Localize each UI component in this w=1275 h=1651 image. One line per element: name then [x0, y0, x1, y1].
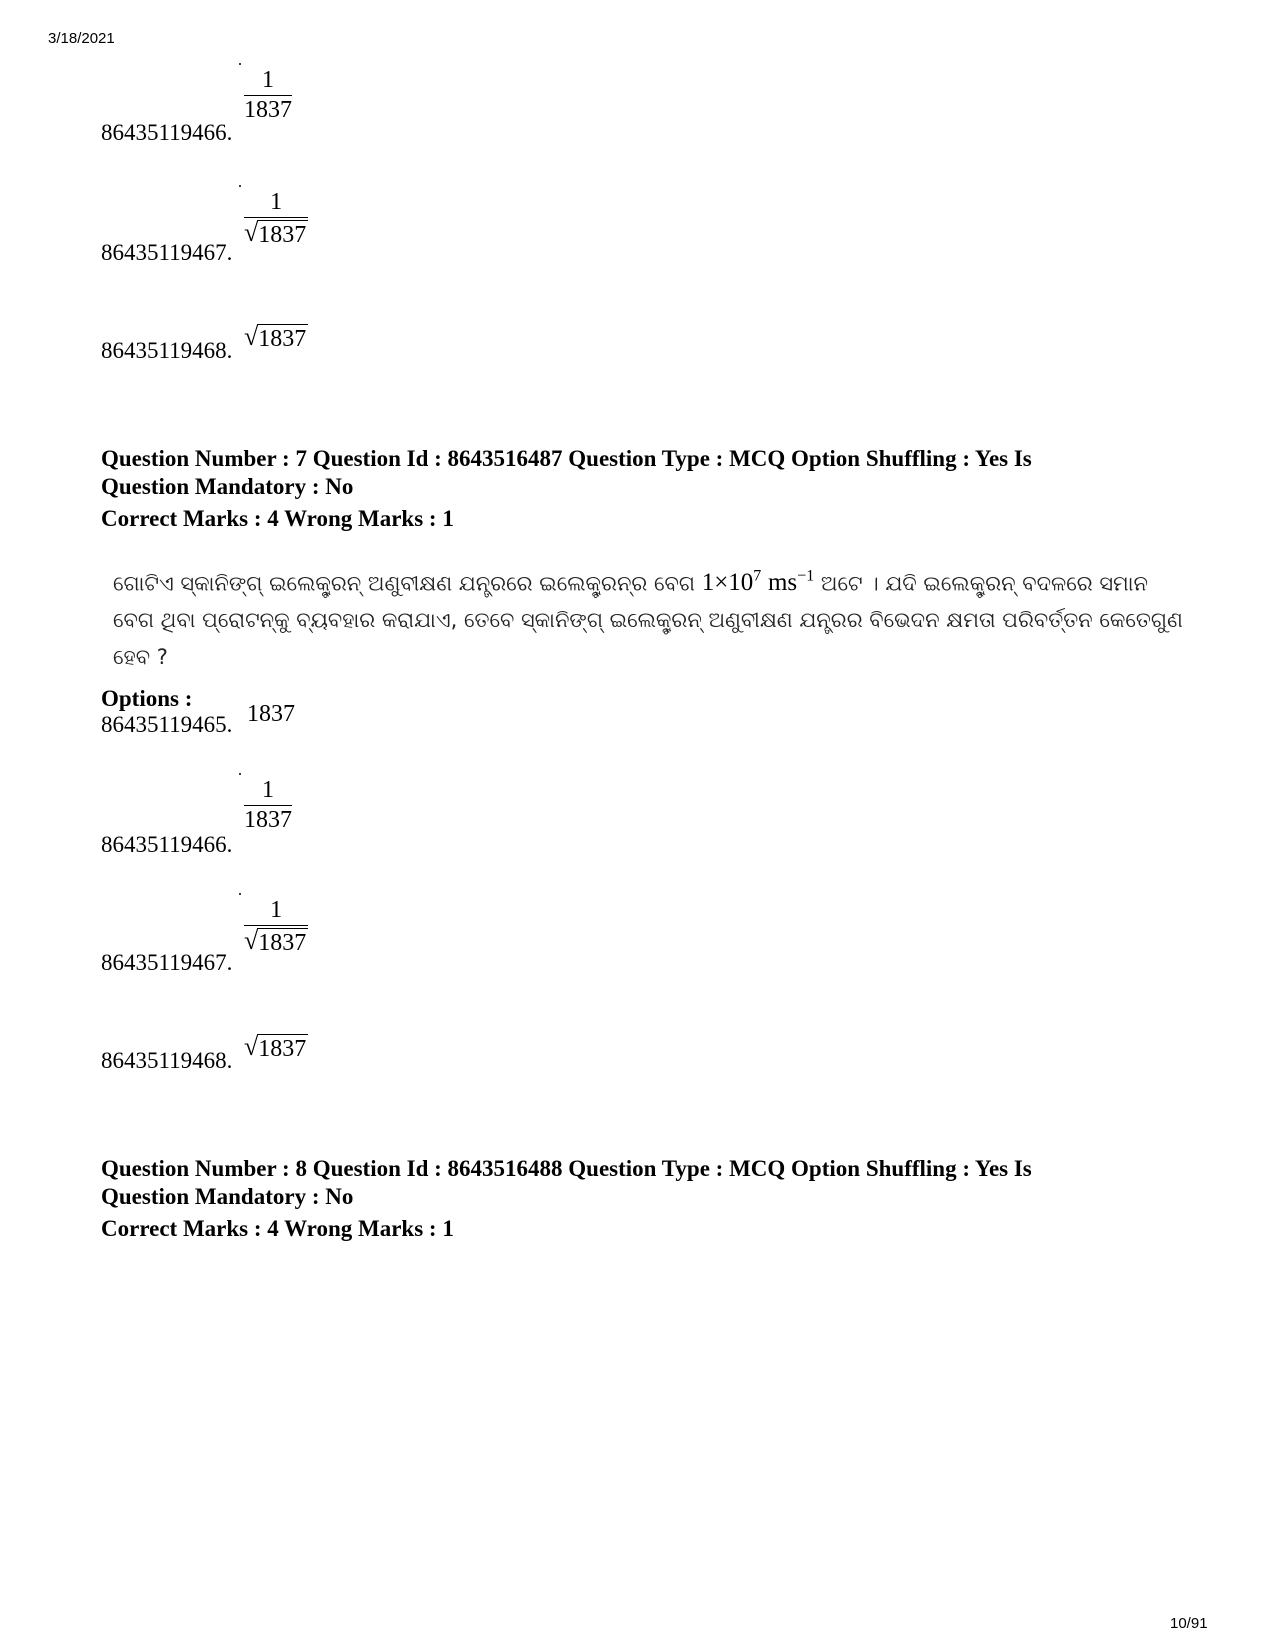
print-date: 3/18/2021	[48, 30, 115, 47]
question-7-header-line2: Question Mandatory : No	[101, 474, 354, 499]
prev-option-id: 86435119467.	[101, 240, 233, 265]
sqrt-option	[244, 1034, 308, 1061]
options-label: Options :	[101, 686, 193, 711]
question-8-marks: Correct Marks : 4 Wrong Marks : 1	[101, 1216, 454, 1241]
fraction-denominator: 1837	[244, 807, 292, 833]
fraction-denominator: 1837	[244, 97, 292, 123]
radicand: 1837	[258, 930, 307, 956]
fraction-option	[244, 778, 292, 832]
radical-sign: √	[244, 322, 259, 351]
option-value: 1837	[247, 701, 295, 727]
question-8-header-line2: Question Mandatory : No	[101, 1184, 354, 1209]
question-8-header	[101, 1155, 1171, 1211]
speed-unit: $ms^{-1}$	[767, 568, 815, 597]
option-id: 86435119466.	[101, 832, 233, 857]
page-number: 10/91	[1170, 1615, 1208, 1632]
question-text-part2: ଅଟେ । ଯଦି ଇଲେକ୍ଟ୍ରନ୍ ବଦଳରେ ସମାନ ବେଗ ଥିବା ପ୍ରୋଟନ୍‌କୁ ବ୍ୟବହାର କରାଯାଏ, ତେବେ ସ୍କାନିଙ୍ଗ୍ ଇଲେକ୍ଟ୍ରନ୍ ଅଣୁବୀକ୍ଷଣ ଯନ୍ତ୍ରର ବିଭେଦନ କ୍ଷମତା ପରିବର୍ତ୍ତନ କେତେଗୁଣ ହେବ ?	[113, 571, 1183, 670]
sqrt-expression	[244, 926, 308, 955]
dot-mark	[239, 773, 241, 775]
fraction-numerator: 1	[270, 189, 283, 215]
fraction-sqrt-option	[244, 898, 308, 955]
question-7-header-line1: Question Number : 7 Question Id : 8643516487 Question Type : MCQ Option Shuffling : Yes Is	[101, 446, 1032, 471]
radical-sign: √	[244, 1032, 259, 1061]
sqrt-expression	[244, 218, 308, 247]
question-7-text	[113, 558, 1193, 676]
question-text-part1: ଗୋଟିଏ ସ୍କାନିଙ୍ଗ୍ ଇଲେକ୍ଟ୍ରନ୍ ଅଣୁବୀକ୍ଷଣ ଯନ୍ତ୍ରରେ ଇଲେକ୍ଟ୍ରନ୍‌ର ବେଗ	[113, 571, 695, 596]
radical-sign: √	[244, 218, 259, 247]
speed-value: $1\times 10^7$	[701, 568, 762, 597]
sqrt-option	[244, 324, 308, 351]
option-id: 86435119467.	[101, 950, 233, 975]
option-id: 86435119468.	[101, 1048, 233, 1073]
dot-mark	[239, 893, 241, 895]
question-7-header	[101, 445, 1171, 501]
prev-option-id: 86435119468.	[101, 338, 233, 363]
radical-sign: √	[244, 926, 259, 955]
fraction-numerator: 1	[262, 777, 274, 803]
fraction-numerator: 1	[262, 67, 274, 93]
fraction-numerator: 1	[270, 897, 283, 923]
dot-mark	[239, 63, 241, 65]
radicand: 1837	[258, 222, 307, 248]
question-7-marks: Correct Marks : 4 Wrong Marks : 1	[101, 506, 454, 531]
option-id: 86435119465.	[101, 712, 233, 737]
radicand: 1837	[258, 1036, 307, 1062]
fraction-option	[244, 68, 292, 122]
radicand: 1837	[258, 326, 307, 352]
question-8-header-line1: Question Number : 8 Question Id : 8643516488 Question Type : MCQ Option Shuffling : Yes Is	[101, 1156, 1032, 1181]
dot-mark	[239, 185, 241, 187]
prev-option-id: 86435119466.	[101, 120, 233, 145]
fraction-sqrt-option	[244, 190, 308, 247]
